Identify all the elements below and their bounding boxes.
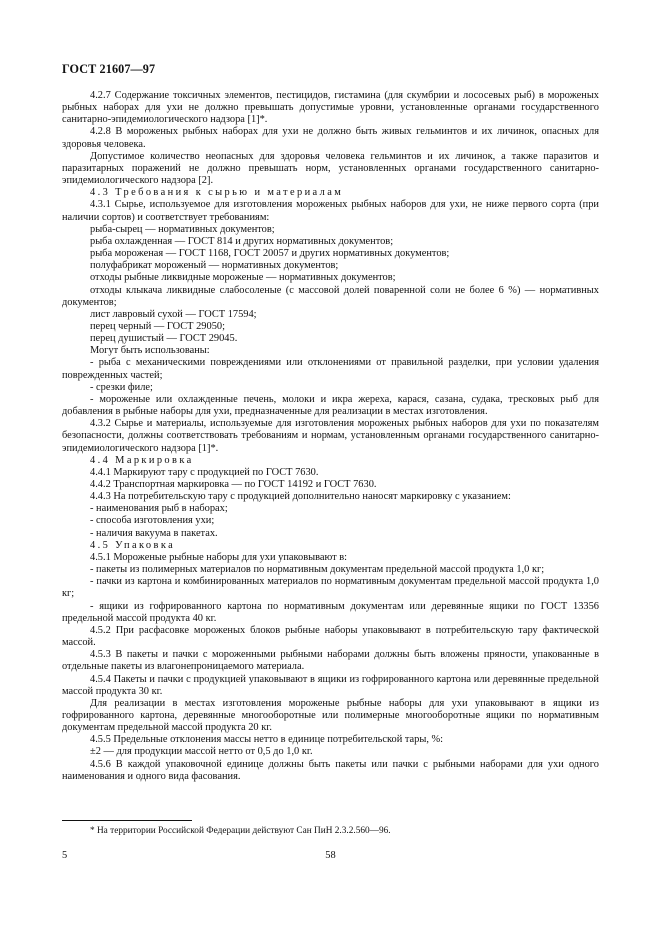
list-item-polymer-bags: - пакеты из полимерных материалов по нормативным документам предельной массой продукта 1,0 кг; — [90, 564, 545, 576]
paragraph-4-5-1: 4.5.1 Мороженые рыбные наборы для ухи упаковывают в: — [90, 551, 348, 563]
list-item-chilled-fish: рыба охлажденная — ГОСТ 814 и других нормативных документов; — [90, 235, 394, 247]
list-item-fish-waste: отходы рыбные ликвидные мороженые — нормативных документов; — [90, 272, 396, 284]
list-item-fillet-trimmings: - срезки филе; — [90, 381, 153, 393]
paragraph-4-2-8: 4.2.8 В мороженых рыбных наборах для ухи не должно быть живых гельминтов и их личинок, опасных для здоровья человека. — [62, 126, 599, 150]
page-number-left: 5 — [62, 850, 68, 861]
paragraph-4-4-3: 4.4.3 На потребительскую тару с продукцией дополнительно наносят маркировку с указанием: — [90, 491, 511, 503]
list-item-frozen-fish: рыба мороженая — ГОСТ 1168, ГОСТ 20057 и других нормативных документов; — [90, 248, 450, 260]
paragraph-4-5-2: 4.5.2 При расфасовке мороженых блоков рыбные наборы упаковывают в потребительскую тару фактической массой. — [62, 624, 599, 649]
paragraph-4-5-4: 4.5.4 Пакеты и пачки с продукцией упаковывают в ящики из гофрированного картона или деревянные предельной массой продукта 30 кг. — [62, 673, 599, 697]
list-item-fish-names: - наименования рыб в наборах; — [90, 503, 228, 515]
paragraph-4-5-3: 4.5.3 В пакеты и пачки с мороженными рыбными наборами должны быть вложены пряности, упакованные в отдельные пакеты из влагонепроницаемого материала. — [62, 649, 599, 673]
section-heading-4-3: 4.3 Требования к сырью и материалам — [90, 187, 344, 199]
document-header: ГОСТ 21607—97 — [62, 62, 156, 76]
list-item-cardboard-packs: - пачки из картона и комбинированных материалов по нормативным документам предельной массой продукта 1,0 кг; — [62, 576, 599, 600]
paragraph-may-be-used: Могут быть использованы: — [90, 345, 210, 357]
paragraph-local-sale: Для реализации в местах изготовления мороженые рыбные наборы для ухи упаковывают в ящики из гофрированного картона, деревянные многооборотные или полимерные многооборотные ящики по нормативным документам предельной массой продукта 20 кг. — [62, 697, 599, 734]
list-item-allspice: перец душистый — ГОСТ 29045. — [90, 333, 238, 345]
paragraph-4-3-2: 4.3.2 Сырье и материалы, используемые для изготовления мороженых рыбных наборов для ухи по показателям безопасности, должны соответствовать требованиям и нормам, установленным органами государственного санитарно-эпидемиологического надзора [1]*. — [62, 418, 599, 454]
list-item-raw-fish: рыба-сырец — нормативных документов; — [90, 223, 275, 235]
page-number-center: 58 — [325, 850, 336, 861]
paragraph-4-5-6: 4.5.6 В каждой упаковочной единице должны быть пакеты или пачки с рыбными наборами для ухи одного наименования и одного вида фасования. — [62, 758, 599, 782]
list-item-tolerance: ±2 — для продукции массой нетто от 0,5 до 1,0 кг. — [90, 746, 313, 758]
list-item-damaged-fish: - рыба с механическими повреждениями или отклонениями от правильной разделки, при условии удаления поврежденных частей; — [62, 357, 599, 381]
paragraph-4-4-2: 4.4.2 Транспортная маркировка — по ГОСТ 14192 и ГОСТ 7630. — [90, 479, 377, 490]
list-item-vacuum: - наличия вакуума в пакетах. — [90, 527, 218, 539]
paragraph-helminths: Допустимое количество неопасных для здоровья человека гельминтов и их личинок, а также паразитов и паразитарных поражений не должно превышать норм, установленных органами государственного санитарно-эпидемиологического надзора [2]. — [62, 150, 599, 187]
paragraph-4-2-7: 4.2.7 Содержание токсичных элементов, пестицидов, гистамина (для скумбрии и лососевых рыб) в мороженых рыбных наборах для ухи не должно превышать допустимые уровни, установленные органами государственного санитарно-эпидемиологического надзора [1]*. — [62, 90, 599, 126]
paragraph-4-4-1: 4.4.1 Маркируют тару с продукцией по ГОСТ 7630. — [90, 466, 319, 478]
paragraph-4-5-5: 4.5.5 Предельные отклонения массы нетто в единице потребительской тары, %: — [90, 734, 444, 746]
list-item-liver-roe: - мороженые или охлажденные печень, молоки и икра жереха, карася, сазана, судака, тресковых рыб для добавления в рыбные наборы для ухи, предназначенные для реализации в местах изготовления. — [62, 393, 599, 418]
footnote: * На территории Российской Федерации действуют Сан ПиН 2.3.2.560—96. — [90, 826, 391, 836]
list-item-semi-finished: полуфабрикат мороженый — нормативных документов; — [90, 260, 339, 272]
document-body — [62, 90, 599, 783]
list-item-bay-leaf: лист лавровый сухой — ГОСТ 17594; — [90, 308, 257, 320]
footnote-divider — [62, 820, 192, 821]
list-item-black-pepper: перец черный — ГОСТ 29050; — [90, 320, 225, 332]
paragraph-4-3-1: 4.3.1 Сырье, используемое для изготовления мороженых рыбных наборов для ухи, не ниже первого сорта (при наличии сортов) и соответствует требованиям: — [62, 199, 599, 223]
list-item-toothfish-waste: отходы клыкача ликвидные слабосоленые (с массовой долей поваренной соли не более 6 %) — нормативных документов; — [62, 284, 599, 308]
section-heading-4-5: 4.5 Упаковка — [90, 539, 176, 551]
list-item-corrugated-boxes: - ящики из гофрированного картона по нормативным документам или деревянные ящики по ГОСТ 13356 предельной массой продукта 40 кг. — [62, 600, 599, 624]
list-item-cooking-method: - способа изготовления ухи; — [90, 515, 215, 527]
section-heading-4-4: 4.4 Маркировка — [90, 454, 194, 466]
